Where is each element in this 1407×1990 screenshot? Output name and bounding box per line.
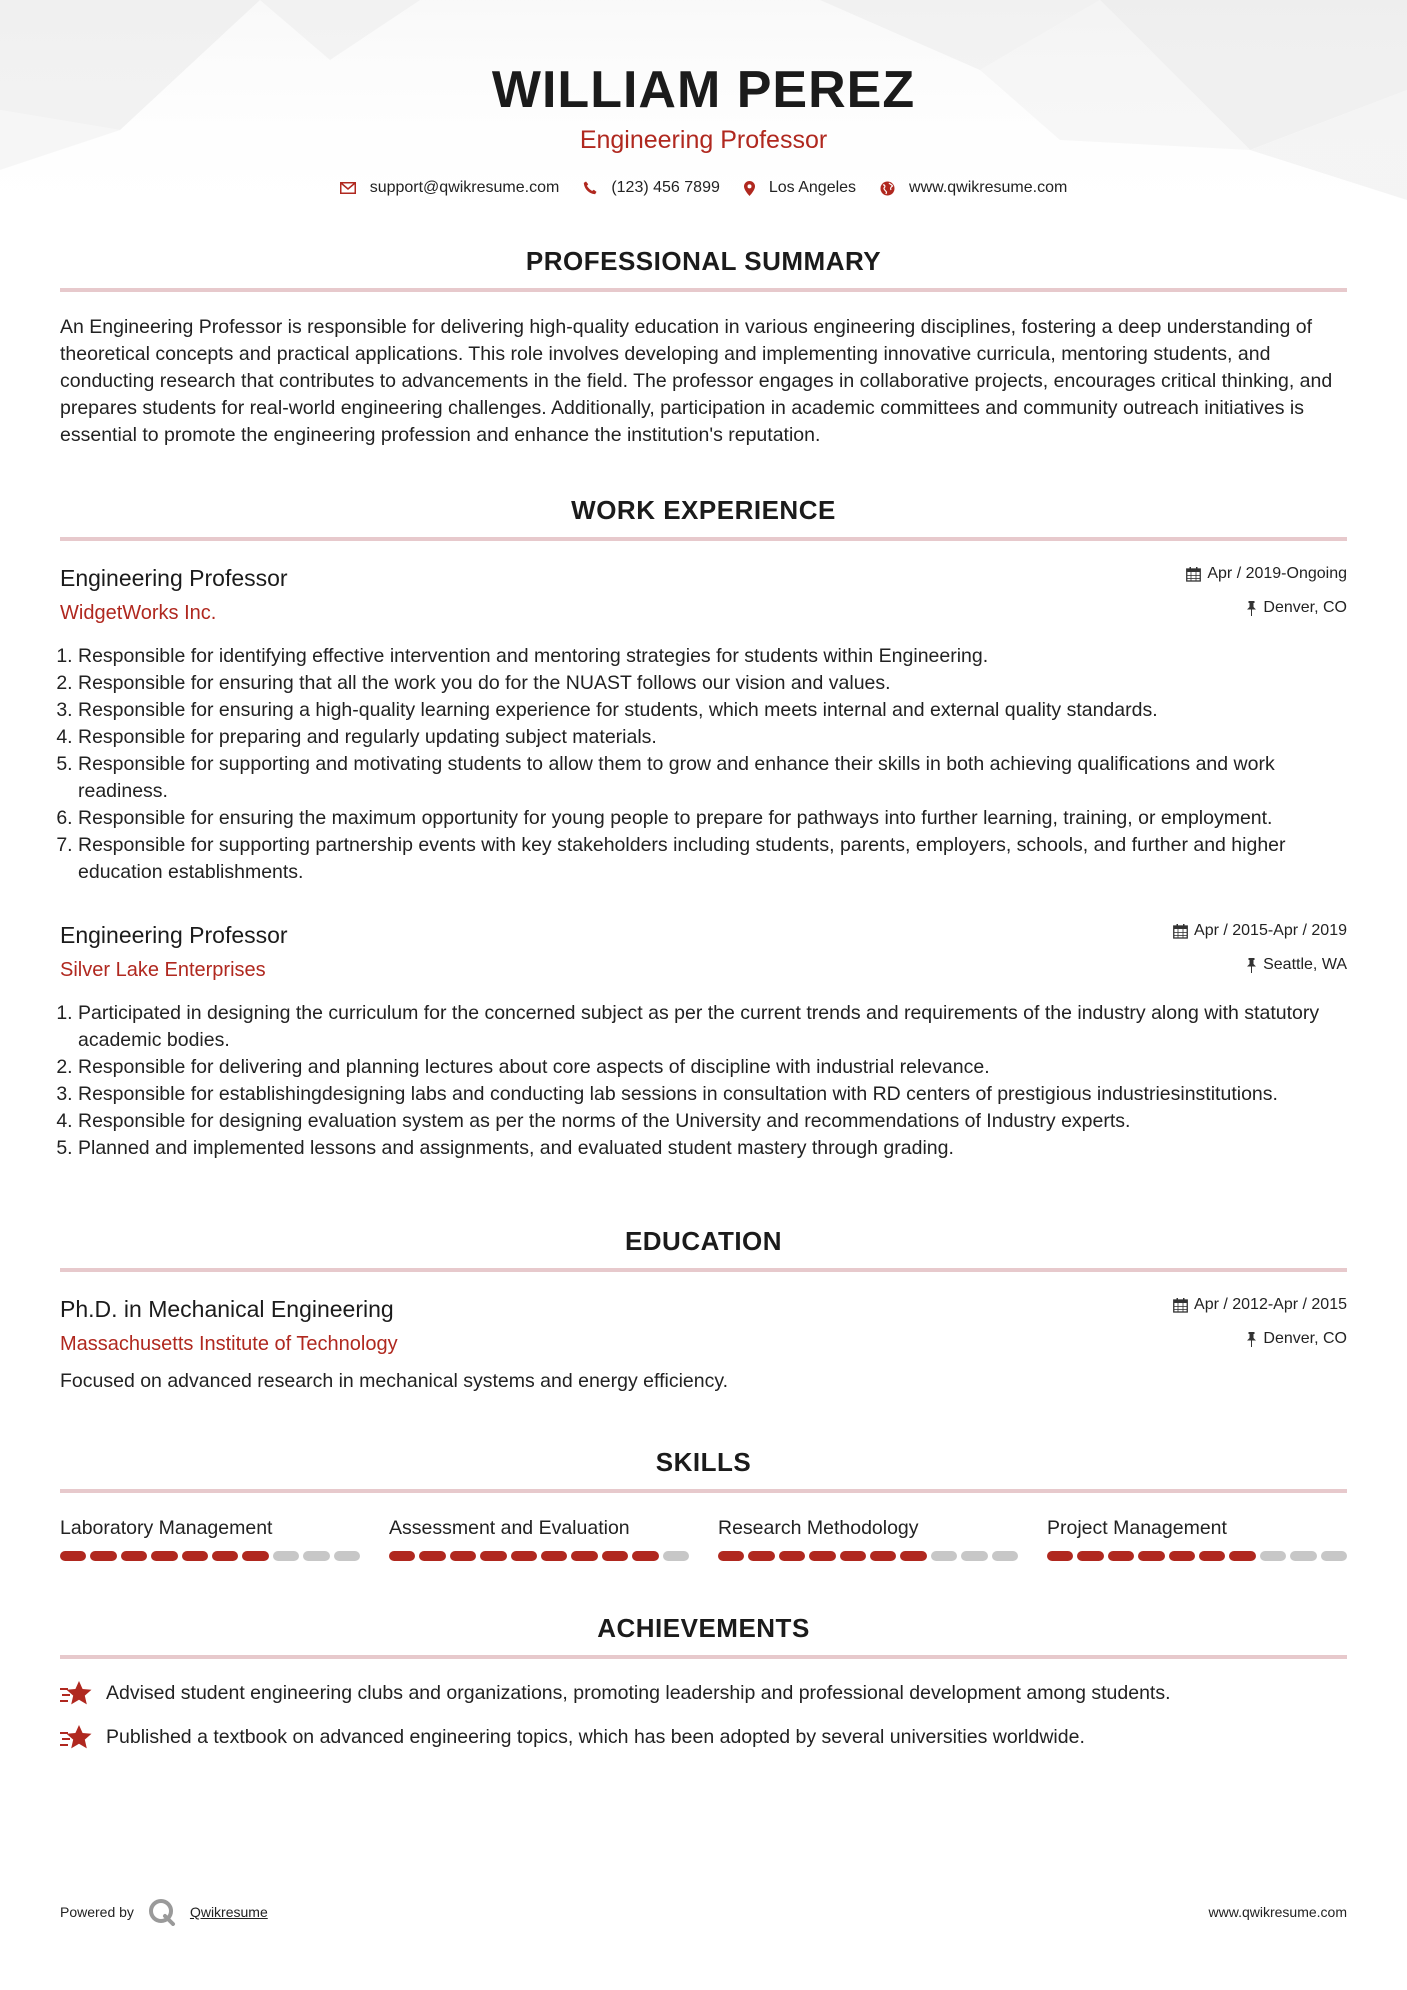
list-item: 6. Responsible for ensuring the maximum opportunity for young people to prepare for pathways into further learning, training, or employment.: [78, 805, 1347, 832]
education-description: Focused on advanced research in mechanical systems and energy efficiency.: [60, 1370, 729, 1392]
skill-segment-filled: [1047, 1551, 1073, 1561]
education-divider: [60, 1268, 1347, 1272]
achievements-divider: [60, 1655, 1347, 1659]
job-header: [60, 920, 1347, 984]
skill-segment-filled: [602, 1551, 628, 1561]
education-location-text: Denver, CO: [1263, 1330, 1347, 1347]
skill-name: Project Management: [1047, 1517, 1227, 1539]
job-entry: [60, 563, 1347, 886]
qwikresume-link[interactable]: Qwikresume: [189, 1904, 268, 1920]
job-location-text: Seattle, WA: [1263, 956, 1347, 973]
list-item: 3. Responsible for establishingdesigning labs and conducting lab sessions in consultation with RD centers of prestigious industriesinstitutions.: [78, 1081, 1347, 1108]
pushpin-icon: [1246, 601, 1257, 616]
job-meta: [1186, 563, 1347, 619]
summary-text: An Engineering Professor is responsible for delivering high-quality education in various engineering disciplines, fostering a deep understanding of theoretical concepts and practical applications. This role involves developing and implementing innovative curricula, mentoring students, and conducting research that contributes to advancements in the field. The professor engages in collaborative projects, encourages critical thinking, and prepares students for real-world engineering challenges. Additionally, participation in academic committees and community outreach initiatives is essential to promote the engineering profession and enhance the institution's reputation.: [60, 316, 1333, 446]
skill-segment-filled: [1108, 1551, 1134, 1561]
job-meta: [1173, 920, 1347, 976]
education-school: Massachusetts Institute of Technology: [60, 1333, 398, 1355]
star-icon: [60, 1724, 94, 1750]
contact-email[interactable]: [340, 179, 560, 197]
contact-website-text: www.qwikresume.com: [909, 179, 1068, 196]
education-meta: [1173, 1294, 1347, 1350]
list-item: 1. Responsible for identifying effective intervention and mentoring strategies for students within Engineering.: [78, 643, 1347, 670]
skills-section: [60, 1445, 1347, 1561]
star-icon: [60, 1680, 94, 1706]
skills-list: [60, 1515, 1347, 1561]
skill-segment-empty: [663, 1551, 689, 1561]
education-heading: EDUCATION: [624, 1226, 783, 1256]
footer-website[interactable]: www.qwikresume.com: [1208, 1904, 1347, 1920]
calendar-icon: [1173, 924, 1188, 939]
skill-segment-filled: [419, 1551, 445, 1561]
skill-segment-filled: [809, 1551, 835, 1561]
skill-segment-filled: [632, 1551, 658, 1561]
achievements-heading: ACHIEVEMENTS: [597, 1613, 810, 1643]
candidate-name: WILLIAM PEREZ: [491, 61, 916, 119]
education-dates-text: Apr / 2012-Apr / 2015: [1194, 1296, 1347, 1313]
list-item: 3. Responsible for ensuring a high-quality learning experience for students, which meets internal and external quality standards.: [78, 697, 1347, 724]
contact-phone-text: (123) 456 7899: [611, 179, 720, 196]
globe-icon: [880, 181, 895, 196]
job-company: WidgetWorks Inc.: [60, 602, 217, 624]
skill-segment-filled: [242, 1551, 268, 1561]
summary-heading: PROFESSIONAL SUMMARY: [525, 246, 882, 276]
list-item: 5. Responsible for supporting and motivating students to allow them to grow and enhance their skills in both achieving qualifications and work readiness.: [78, 751, 1347, 805]
skill-segment-empty: [961, 1551, 987, 1561]
job-dates-text: Apr / 2015-Apr / 2019: [1194, 922, 1347, 939]
skill-segment-filled: [212, 1551, 238, 1561]
skill-segment-filled: [182, 1551, 208, 1561]
skill-item: [389, 1515, 689, 1561]
skill-segment-filled: [900, 1551, 926, 1561]
skill-segment-filled: [870, 1551, 896, 1561]
skill-segment-filled: [511, 1551, 537, 1561]
skill-segment-filled: [90, 1551, 116, 1561]
skills-heading: SKILLS: [655, 1447, 752, 1477]
skill-segment-filled: [840, 1551, 866, 1561]
skill-item: [718, 1515, 1018, 1561]
qwikresume-logo-icon: [148, 1898, 176, 1926]
job-dates: [1186, 563, 1347, 585]
skill-segment-filled: [1199, 1551, 1225, 1561]
job-company: Silver Lake Enterprises: [60, 959, 266, 981]
contact-location: [744, 179, 856, 197]
job-location: [1173, 954, 1347, 976]
skill-segment-filled: [1229, 1551, 1255, 1561]
job-title: Engineering Professor: [60, 922, 288, 948]
skill-level-bar: [1047, 1551, 1347, 1561]
skill-segment-empty: [931, 1551, 957, 1561]
skill-segment-empty: [303, 1551, 329, 1561]
list-item: 2. Responsible for delivering and planning lectures about core aspects of discipline with industrial relevance.: [78, 1054, 1347, 1081]
job-header: [60, 563, 1347, 627]
skill-segment-empty: [992, 1551, 1018, 1561]
list-item: 1. Participated in designing the curriculum for the concerned subject as per the current trends and requirements of the industry along with statutory academic bodies.: [78, 1000, 1347, 1054]
footer: [60, 1898, 1347, 1926]
job-entry: [60, 920, 1347, 1162]
skill-name: Research Methodology: [718, 1517, 919, 1539]
skill-name: Laboratory Management: [60, 1517, 273, 1539]
job-duties-list: [60, 643, 1347, 886]
footer-powered-by: [60, 1898, 268, 1926]
achievements-section: [60, 1611, 1347, 1751]
powered-by-label: Powered by: [60, 1904, 134, 1920]
skill-segment-empty: [1260, 1551, 1286, 1561]
skill-segment-filled: [1077, 1551, 1103, 1561]
pushpin-icon: [1246, 958, 1257, 973]
skill-segment-filled: [571, 1551, 597, 1561]
skill-item: [60, 1515, 360, 1561]
skill-segment-filled: [718, 1551, 744, 1561]
job-location: [1186, 597, 1347, 619]
work-divider: [60, 537, 1347, 541]
list-item: 2. Responsible for ensuring that all the work you do for the NUAST follows our vision and values.: [78, 670, 1347, 697]
skill-segment-filled: [450, 1551, 476, 1561]
list-item: 7. Responsible for supporting partnership events with key stakeholders including students, parents, employers, schools, and further and higher education establishments.: [78, 832, 1347, 886]
skill-level-bar: [718, 1551, 1018, 1561]
education-section: [60, 1224, 1347, 1395]
work-section: [60, 493, 1347, 1162]
summary-section: [60, 244, 1347, 449]
list-item: 4. Responsible for preparing and regularly updating subject materials.: [78, 724, 1347, 751]
skill-segment-filled: [389, 1551, 415, 1561]
skill-segment-filled: [1169, 1551, 1195, 1561]
contact-website[interactable]: [880, 179, 1067, 197]
contact-row: [60, 176, 1347, 200]
summary-divider: [60, 288, 1347, 292]
list-item: 5. Planned and implemented lessons and assignments, and evaluated student mastery through grading.: [78, 1135, 1347, 1162]
job-duties-list: [60, 1000, 1347, 1162]
skill-segment-empty: [1290, 1551, 1316, 1561]
education-dates: [1173, 1294, 1347, 1316]
job-title: Engineering Professor: [60, 565, 288, 591]
skill-segment-filled: [748, 1551, 774, 1561]
achievements-list: [60, 1679, 1347, 1751]
phone-icon: [583, 181, 597, 195]
skills-divider: [60, 1489, 1347, 1493]
job-dates: [1173, 920, 1347, 942]
calendar-icon: [1186, 567, 1201, 582]
skill-segment-filled: [779, 1551, 805, 1561]
skill-segment-filled: [1138, 1551, 1164, 1561]
job-location-text: Denver, CO: [1263, 599, 1347, 616]
skill-segment-empty: [334, 1551, 360, 1561]
contact-email-text: support@qwikresume.com: [369, 179, 560, 196]
skill-segment-filled: [60, 1551, 86, 1561]
education-header: [60, 1294, 1347, 1358]
contact-location-text: Los Angeles: [768, 179, 857, 196]
contact-phone[interactable]: [583, 179, 720, 197]
skill-segment-empty: [1321, 1551, 1347, 1561]
skill-segment-filled: [151, 1551, 177, 1561]
education-location: [1173, 1328, 1347, 1350]
achievement-text: Published a textbook on advanced engineering topics, which has been adopted by several universities worldwide.: [106, 1726, 1085, 1748]
envelope-icon: [340, 182, 356, 194]
education-entry: [60, 1294, 1347, 1395]
achievement-item: [60, 1723, 1347, 1751]
achievement-text: Advised student engineering clubs and organizations, promoting leadership and professional development among students.: [106, 1682, 1171, 1704]
education-degree: Ph.D. in Mechanical Engineering: [60, 1296, 394, 1322]
skill-segment-filled: [480, 1551, 506, 1561]
calendar-icon: [1173, 1298, 1188, 1313]
skill-item: [1047, 1515, 1347, 1561]
skill-segment-empty: [273, 1551, 299, 1561]
pushpin-icon: [1246, 1332, 1257, 1347]
candidate-title: Engineering Professor: [579, 126, 828, 154]
skill-level-bar: [389, 1551, 689, 1561]
skill-name: Assessment and Evaluation: [389, 1517, 630, 1539]
job-dates-text: Apr / 2019-Ongoing: [1207, 565, 1347, 582]
skill-segment-filled: [121, 1551, 147, 1561]
achievement-item: [60, 1679, 1347, 1707]
skill-level-bar: [60, 1551, 360, 1561]
skill-segment-filled: [541, 1551, 567, 1561]
list-item: 4. Responsible for designing evaluation system as per the norms of the University and recommendations of Industry experts.: [78, 1108, 1347, 1135]
work-heading: WORK EXPERIENCE: [571, 495, 836, 525]
map-pin-icon: [744, 181, 755, 196]
